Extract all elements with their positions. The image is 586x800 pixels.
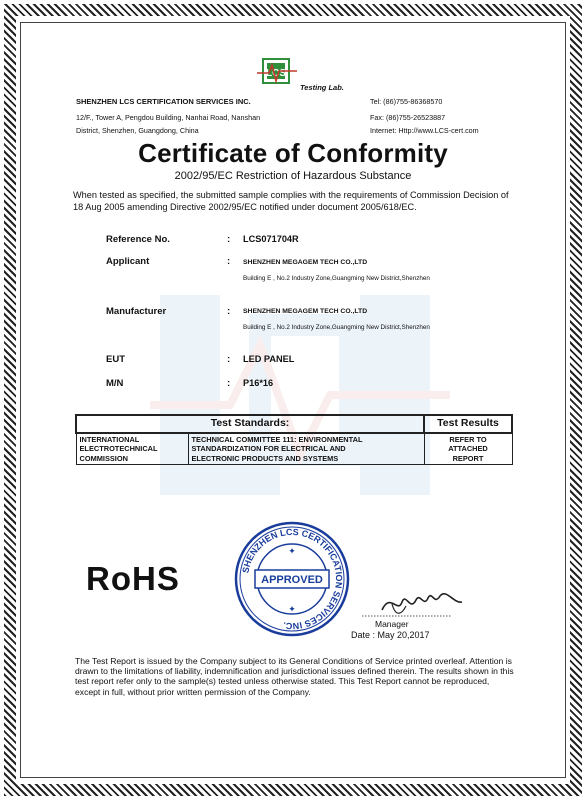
manufacturer-value: SHENZHEN MEGAGEM TECH CO.,LTD bbox=[243, 308, 368, 315]
standard-cell bbox=[188, 433, 424, 465]
lcs-watermark bbox=[150, 285, 450, 505]
org-line: ELECTROTECHNICAL bbox=[79, 444, 158, 453]
table-header-row bbox=[76, 415, 512, 433]
org-cell bbox=[76, 433, 188, 465]
result-line: REFER TO bbox=[449, 434, 487, 444]
testing-lab-caption: Testing Lab. bbox=[300, 83, 344, 92]
lcs-logo-icon bbox=[257, 55, 297, 89]
intro-statement: When tested as specified, the submitted sample complies with the requirements of Commission Decision of 18 Aug 2005 amending Directive 2002/95/EC notified under document 2005/618/EC. bbox=[73, 190, 509, 212]
reference-value: LCS071704R bbox=[243, 234, 299, 244]
manufacturer-label: Manufacturer bbox=[106, 306, 167, 317]
org-line: INTERNATIONAL bbox=[79, 434, 140, 444]
applicant-colon: : bbox=[227, 256, 231, 267]
table-row bbox=[76, 433, 512, 465]
standard-line: ELECTRONIC PRODUCTS AND SYSTEMS bbox=[191, 453, 339, 463]
footer-note: The Test Report is issued by the Company subject to its General Conditions of Service printed overleaf. Attention is drawn to the limitations of liability, indemnification and jurisdictional issues defined therein. The results shown in this test report refer only to the sample(s) tested unless otherwise stated. This Test Report cannot be reproduced, except in full, without prior written permission of the Company. bbox=[75, 656, 514, 697]
svg-text:SHENZHEN LCS CERTIFICATION SER: SHENZHEN LCS CERTIFICATION SERVICES INC. bbox=[240, 526, 345, 632]
applicant-label: Applicant bbox=[106, 256, 150, 267]
applicant-value: SHENZHEN MEGAGEM TECH CO.,LTD bbox=[243, 259, 368, 266]
certificate-subtitle: 2002/95/EC Restriction of Hazardous Substance bbox=[174, 170, 412, 182]
result-cell bbox=[424, 433, 512, 465]
approved-seal-icon bbox=[233, 520, 351, 638]
company-address-line1: 12/F., Tower A, Pengdou Building, Nanhai Road, Nanshan bbox=[76, 113, 261, 122]
reference-colon: : bbox=[227, 234, 231, 245]
svg-text:LCS: LCS bbox=[266, 68, 286, 79]
company-website: Internet: Http://www.LCS-cert.com bbox=[370, 126, 479, 135]
org-line: COMMISSION bbox=[79, 453, 128, 463]
eut-value: LED PANEL bbox=[243, 354, 295, 364]
rohs-mark: RoHS bbox=[86, 560, 180, 597]
eut-colon: : bbox=[227, 354, 231, 365]
manager-title: Manager bbox=[375, 619, 409, 629]
applicant-address: Building E , No.2 Industry Zone,Guangming New District,Shenzhen bbox=[243, 275, 430, 282]
manufacturer-colon: : bbox=[227, 306, 231, 317]
svg-text:APPROVED: APPROVED bbox=[261, 574, 323, 586]
company-fax: Fax: (86)755-26523887 bbox=[370, 113, 446, 122]
company-address-line2: District, Shenzhen, Guangdong, China bbox=[76, 126, 199, 135]
header-test-standards: Test Standards: bbox=[76, 415, 424, 433]
signature-date: Date : May 20,2017 bbox=[351, 630, 430, 640]
standard-line: TECHNICAL COMMITTEE 111: ENVIRONMENTAL bbox=[191, 434, 363, 444]
test-standards-table bbox=[75, 414, 513, 465]
mn-colon: : bbox=[227, 378, 231, 389]
reference-label: Reference No. bbox=[106, 234, 170, 245]
result-line: REPORT bbox=[452, 453, 484, 463]
svg-text:✦: ✦ bbox=[288, 604, 296, 614]
header-test-results: Test Results bbox=[424, 415, 512, 433]
company-tel: Tel: (86)755-86368570 bbox=[370, 97, 443, 106]
manufacturer-address: Building E , No.2 Industry Zone,Guangming New District,Shenzhen bbox=[243, 324, 430, 331]
mn-label: M/N bbox=[106, 378, 124, 389]
svg-text:✦: ✦ bbox=[288, 546, 296, 556]
company-name: SHENZHEN LCS CERTIFICATION SERVICES INC. bbox=[76, 97, 251, 106]
certificate-title: Certificate of Conformity bbox=[138, 138, 448, 168]
eut-label: EUT bbox=[106, 354, 125, 365]
result-line: ATTACHED bbox=[448, 444, 488, 453]
manager-signature bbox=[362, 584, 472, 620]
standard-line: STANDARDIZATION FOR ELECTRICAL AND bbox=[191, 444, 346, 453]
mn-value: P16*16 bbox=[243, 378, 274, 388]
